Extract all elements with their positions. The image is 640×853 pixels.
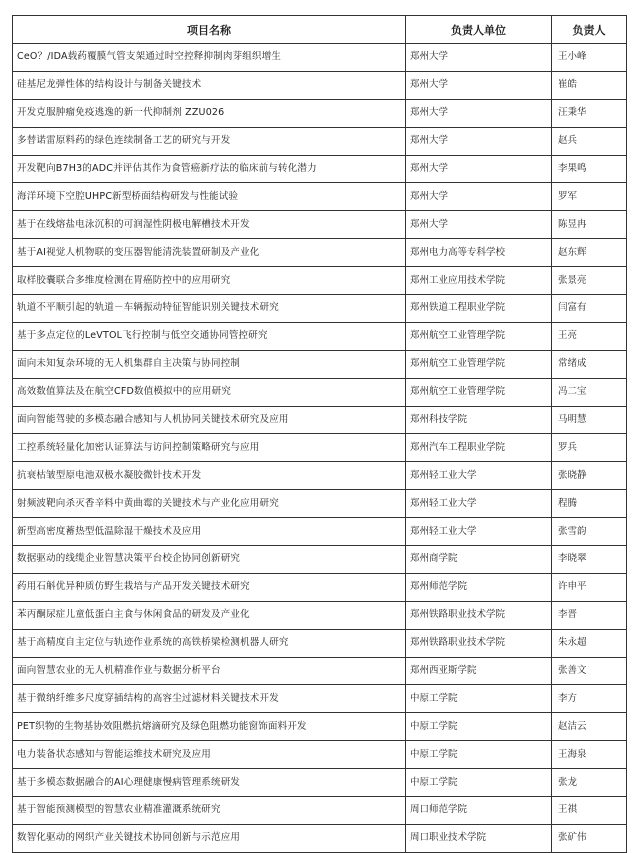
project-name-cell: 工控系统轻量化加密认证算法与访问控制策略研究与应用 xyxy=(13,434,406,462)
unit-cell: 郑州铁路职业技术学院 xyxy=(406,601,552,629)
table-row xyxy=(13,183,627,211)
project-name-cell: 数智化驱动的网织产业关键技术协同创新与示范应用 xyxy=(13,824,406,852)
person-cell: 王亮 xyxy=(552,322,627,350)
unit-cell: 郑州电力高等专科学校 xyxy=(406,239,552,267)
project-name-cell: 面向未知复杂环境的无人机集群自主决策与协同控制 xyxy=(13,350,406,378)
person-cell: 王祺 xyxy=(552,797,627,825)
unit-cell: 郑州航空工业管理学院 xyxy=(406,322,552,350)
person-cell: 李果鸣 xyxy=(552,155,627,183)
project-name-cell: 基于在线熔盐电泳沉积的可润湿性阴极电解槽技术开发 xyxy=(13,211,406,239)
unit-cell: 郑州大学 xyxy=(406,155,552,183)
table-row xyxy=(13,546,627,574)
table-row xyxy=(13,573,627,601)
person-cell: 张矿伟 xyxy=(552,824,627,852)
person-cell: 闫富有 xyxy=(552,295,627,323)
project-name-cell: 药用石斛优异种质仿野生栽培与产品开发关键技术研究 xyxy=(13,573,406,601)
header-person: 负责人 xyxy=(552,16,627,44)
unit-cell: 郑州大学 xyxy=(406,99,552,127)
table-row xyxy=(13,824,627,852)
table-row xyxy=(13,434,627,462)
table-row xyxy=(13,99,627,127)
person-cell: 张雪韵 xyxy=(552,518,627,546)
person-cell: 王海泉 xyxy=(552,741,627,769)
person-cell: 朱永超 xyxy=(552,629,627,657)
table-row xyxy=(13,71,627,99)
project-name-cell: 多替诺雷原料药的绿色连续制备工艺的研究与开发 xyxy=(13,127,406,155)
table-row xyxy=(13,601,627,629)
project-name-cell: 数据驱动的线缆企业智慧决策平台校企协同创新研究 xyxy=(13,546,406,574)
unit-cell: 郑州轻工业大学 xyxy=(406,518,552,546)
person-cell: 罗军 xyxy=(552,183,627,211)
project-name-cell: 取样胶囊联合多维度检测在胃癌防控中的应用研究 xyxy=(13,267,406,295)
table-row xyxy=(13,518,627,546)
project-name-cell: 面向智慧农业的无人机精准作业与数据分析平台 xyxy=(13,657,406,685)
project-name-cell: 新型高密度蓄热型低温除湿干燥技术及应用 xyxy=(13,518,406,546)
person-cell: 赵兵 xyxy=(552,127,627,155)
unit-cell: 郑州航空工业管理学院 xyxy=(406,350,552,378)
unit-cell: 郑州商学院 xyxy=(406,546,552,574)
unit-cell: 郑州大学 xyxy=(406,211,552,239)
person-cell: 汪秉华 xyxy=(552,99,627,127)
unit-cell: 周口师范学院 xyxy=(406,797,552,825)
table-row xyxy=(13,462,627,490)
table-row xyxy=(13,295,627,323)
person-cell: 张晓静 xyxy=(552,462,627,490)
table-header-row xyxy=(13,16,627,44)
project-table-container xyxy=(12,15,626,853)
header-unit: 负责人单位 xyxy=(406,16,552,44)
table-row xyxy=(13,769,627,797)
person-cell: 赵洁云 xyxy=(552,713,627,741)
project-name-cell: 轨道不平顺引起的轨道－车辆振动特征智能识别关键技术研究 xyxy=(13,295,406,323)
table-row xyxy=(13,657,627,685)
unit-cell: 郑州西亚斯学院 xyxy=(406,657,552,685)
unit-cell: 中原工学院 xyxy=(406,685,552,713)
table-row xyxy=(13,378,627,406)
project-name-cell: 开发靶向B7H3的ADC并评估其作为食管癌新疗法的临床前与转化潜力 xyxy=(13,155,406,183)
table-row xyxy=(13,155,627,183)
unit-cell: 郑州师范学院 xyxy=(406,573,552,601)
unit-cell: 郑州轻工业大学 xyxy=(406,462,552,490)
unit-cell: 郑州铁道工程职业学院 xyxy=(406,295,552,323)
unit-cell: 郑州航空工业管理学院 xyxy=(406,378,552,406)
table-row xyxy=(13,685,627,713)
project-name-cell: 基于AI视觉人机物联的变压器智能清洗装置研制及产业化 xyxy=(13,239,406,267)
project-name-cell: PET织物的生物基协效阻燃抗熔滴研究及绿色阻燃功能窗饰面料开发 xyxy=(13,713,406,741)
project-name-cell: 基于智能预测模型的智慧农业精准灌溉系统研究 xyxy=(13,797,406,825)
project-name-cell: 硅基尼龙弹性体的结构设计与制备关键技术 xyxy=(13,71,406,99)
project-name-cell: 面向智能驾驶的多模态融合感知与人机协同关键技术研究及应用 xyxy=(13,406,406,434)
project-name-cell: 海洋环境下空腔UHPC新型桥面结构研发与性能试验 xyxy=(13,183,406,211)
project-name-cell: 开发克服肿瘤免疫逃逸的新一代抑制剂 ZZU026 xyxy=(13,99,406,127)
project-table xyxy=(12,15,627,853)
unit-cell: 中原工学院 xyxy=(406,769,552,797)
person-cell: 李晋 xyxy=(552,601,627,629)
table-row xyxy=(13,490,627,518)
person-cell: 常绪成 xyxy=(552,350,627,378)
table-row xyxy=(13,211,627,239)
unit-cell: 郑州大学 xyxy=(406,127,552,155)
person-cell: 李方 xyxy=(552,685,627,713)
unit-cell: 郑州大学 xyxy=(406,44,552,72)
project-name-cell: 基于多点定位的LeVTOL飞行控制与低空交通协同管控研究 xyxy=(13,322,406,350)
table-row xyxy=(13,350,627,378)
table-row xyxy=(13,44,627,72)
table-body xyxy=(13,44,627,853)
unit-cell: 郑州轻工业大学 xyxy=(406,490,552,518)
project-name-cell: 抗衰枯皱型原电池双极水凝胶微针技术开发 xyxy=(13,462,406,490)
table-row xyxy=(13,713,627,741)
person-cell: 罗兵 xyxy=(552,434,627,462)
table-row xyxy=(13,267,627,295)
person-cell: 张景亮 xyxy=(552,267,627,295)
project-name-cell: 射频波靶向杀灭香辛料中黄曲霉的关键技术与产业化应用研究 xyxy=(13,490,406,518)
person-cell: 冯二宝 xyxy=(552,378,627,406)
table-row xyxy=(13,239,627,267)
project-name-cell: 基于微纳纤维多尺度穿插结构的高容尘过滤材料关键技术开发 xyxy=(13,685,406,713)
person-cell: 赵东辉 xyxy=(552,239,627,267)
unit-cell: 郑州大学 xyxy=(406,71,552,99)
person-cell: 许申平 xyxy=(552,573,627,601)
unit-cell: 中原工学院 xyxy=(406,741,552,769)
unit-cell: 郑州汽车工程职业学院 xyxy=(406,434,552,462)
project-name-cell: CeO？/IDA载药覆膜气管支架通过时空控释抑制肉芽组织增生 xyxy=(13,44,406,72)
person-cell: 马明慧 xyxy=(552,406,627,434)
table-row xyxy=(13,629,627,657)
table-row xyxy=(13,797,627,825)
person-cell: 张善文 xyxy=(552,657,627,685)
person-cell: 崔皓 xyxy=(552,71,627,99)
project-name-cell: 基于多模态数据融合的AI心理健康慢病管理系统研发 xyxy=(13,769,406,797)
project-name-cell: 苯丙酮尿症儿童低蛋白主食与休闲食品的研发及产业化 xyxy=(13,601,406,629)
table-row xyxy=(13,741,627,769)
person-cell: 李晓翠 xyxy=(552,546,627,574)
table-row xyxy=(13,127,627,155)
project-name-cell: 高效数值算法及在航空CFD数值模拟中的应用研究 xyxy=(13,378,406,406)
project-name-cell: 电力装备状态感知与智能运维技术研究及应用 xyxy=(13,741,406,769)
table-row xyxy=(13,406,627,434)
person-cell: 王小峰 xyxy=(552,44,627,72)
unit-cell: 郑州大学 xyxy=(406,183,552,211)
unit-cell: 郑州科技学院 xyxy=(406,406,552,434)
project-name-cell: 基于高精度自主定位与轨迹作业系统的高铁桥梁检测机器人研究 xyxy=(13,629,406,657)
unit-cell: 周口职业技术学院 xyxy=(406,824,552,852)
unit-cell: 郑州铁路职业技术学院 xyxy=(406,629,552,657)
unit-cell: 中原工学院 xyxy=(406,713,552,741)
person-cell: 张龙 xyxy=(552,769,627,797)
person-cell: 程腾 xyxy=(552,490,627,518)
person-cell: 陈昱冉 xyxy=(552,211,627,239)
header-project-name: 项目名称 xyxy=(13,16,406,44)
unit-cell: 郑州工业应用技术学院 xyxy=(406,267,552,295)
table-row xyxy=(13,322,627,350)
